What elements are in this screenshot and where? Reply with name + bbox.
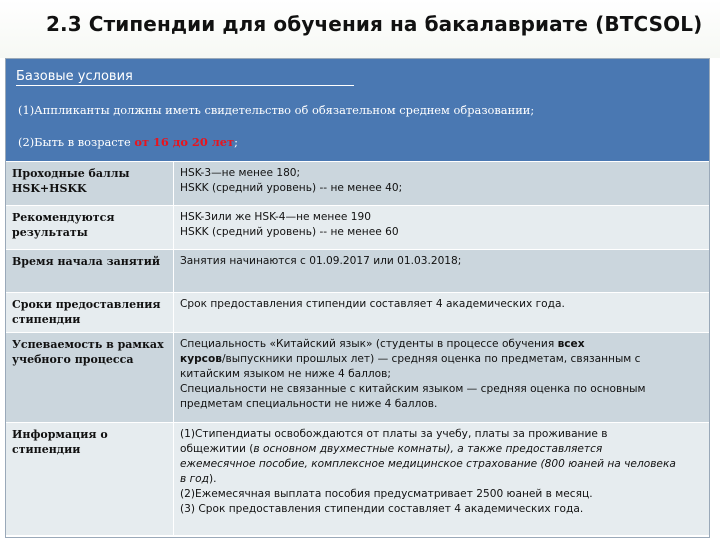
page-title: 2.3 Стипендии для обучения на бакалавриате (BTCSOL)	[46, 12, 703, 36]
value-line: Занятия начинаются с 01.09.2017 или 01.03.2018;	[180, 255, 462, 267]
table-row	[6, 293, 709, 333]
table-row	[6, 162, 709, 206]
value-line	[180, 337, 703, 352]
value-line: Срок предоставления стипендии составляет 4 академических года.	[180, 298, 565, 310]
row-value	[174, 293, 709, 332]
condition-2-suffix: ;	[234, 135, 238, 149]
value-line: HSK-3или же HSK-4—не менее 190	[180, 211, 371, 223]
table-row	[6, 206, 709, 250]
value-text: /выпускники прошлых лет) — средняя оценка по предметам, связанным с	[221, 353, 641, 365]
label-line: Информация о	[12, 428, 108, 441]
label-line: Проходные баллы	[12, 167, 130, 180]
value-text: общежитии (	[180, 443, 254, 455]
basic-conditions-header	[6, 59, 709, 162]
value-emphasis: всех	[557, 338, 585, 350]
value-line: HSKK (средний уровень) -- не менее 60	[180, 226, 399, 238]
row-value	[174, 206, 709, 249]
row-label	[6, 333, 174, 422]
row-value	[174, 333, 709, 422]
label-line: Сроки предоставления	[12, 298, 161, 311]
label-line: стипендии	[12, 443, 81, 456]
condition-2-prefix: (2)Быть в возрасте	[18, 135, 135, 149]
value-line: (2)Ежемесячная выплата пособия предусматривает 2500 юаней в месяц.	[180, 488, 593, 500]
value-line: HSK-3—не менее 180;	[180, 167, 301, 179]
value-text: Специальность «Китайский язык» (студенты в процессе обучения	[180, 338, 558, 350]
value-line	[180, 442, 703, 457]
basic-conditions-title: Базовые условия	[16, 69, 354, 86]
row-label	[6, 162, 174, 205]
label-line: Время начала занятий	[12, 255, 161, 268]
row-label	[6, 206, 174, 249]
table-row	[6, 250, 709, 293]
table-row	[6, 333, 709, 423]
label-line: результаты	[12, 226, 88, 239]
age-range: от 16 до 20 лет	[134, 135, 235, 149]
table-body	[6, 162, 709, 535]
value-line	[180, 472, 703, 487]
value-line	[180, 352, 703, 367]
value-line: Специальности не связанные с китайским языком — средняя оценка по основным	[180, 383, 646, 395]
label-line: учебного процесса	[12, 353, 134, 366]
value-text: ).	[208, 473, 217, 485]
label-line: стипендии	[12, 313, 81, 326]
value-emphasis: курсов	[180, 353, 222, 365]
value-italic: в год	[180, 473, 209, 485]
condition-1: (1)Аппликанты должны иметь свидетельство об обязательном среднем образовании;	[18, 103, 535, 117]
label-line: Рекомендуются	[12, 211, 115, 224]
value-line: китайским языком не ниже 4 баллов;	[180, 368, 391, 380]
label-line: Успеваемость в рамках	[12, 338, 164, 351]
value-italic: в основном двухместные комнаты), а также предоставляется	[253, 443, 603, 455]
row-label	[6, 250, 174, 292]
value-line: (1)Стипендиаты освобождаются от платы за учебу, платы за проживание в	[180, 428, 608, 440]
label-line: HSK+HSKK	[12, 182, 87, 195]
row-value	[174, 250, 709, 292]
condition-2	[18, 135, 238, 149]
scholarship-table	[5, 58, 710, 538]
row-value	[174, 423, 709, 535]
row-label	[6, 293, 174, 332]
value-line: ежемесячное пособие, комплексное медицинское страхование (800 юаней на человека	[180, 458, 676, 470]
row-label	[6, 423, 174, 535]
row-value	[174, 162, 709, 205]
value-line: (3) Срок предоставления стипендии составляет 4 академических года.	[180, 503, 584, 515]
value-line: предметам специальности не ниже 4 баллов.	[180, 398, 438, 410]
table-row	[6, 423, 709, 535]
value-line: HSKK (средний уровень) -- не менее 40;	[180, 182, 403, 194]
